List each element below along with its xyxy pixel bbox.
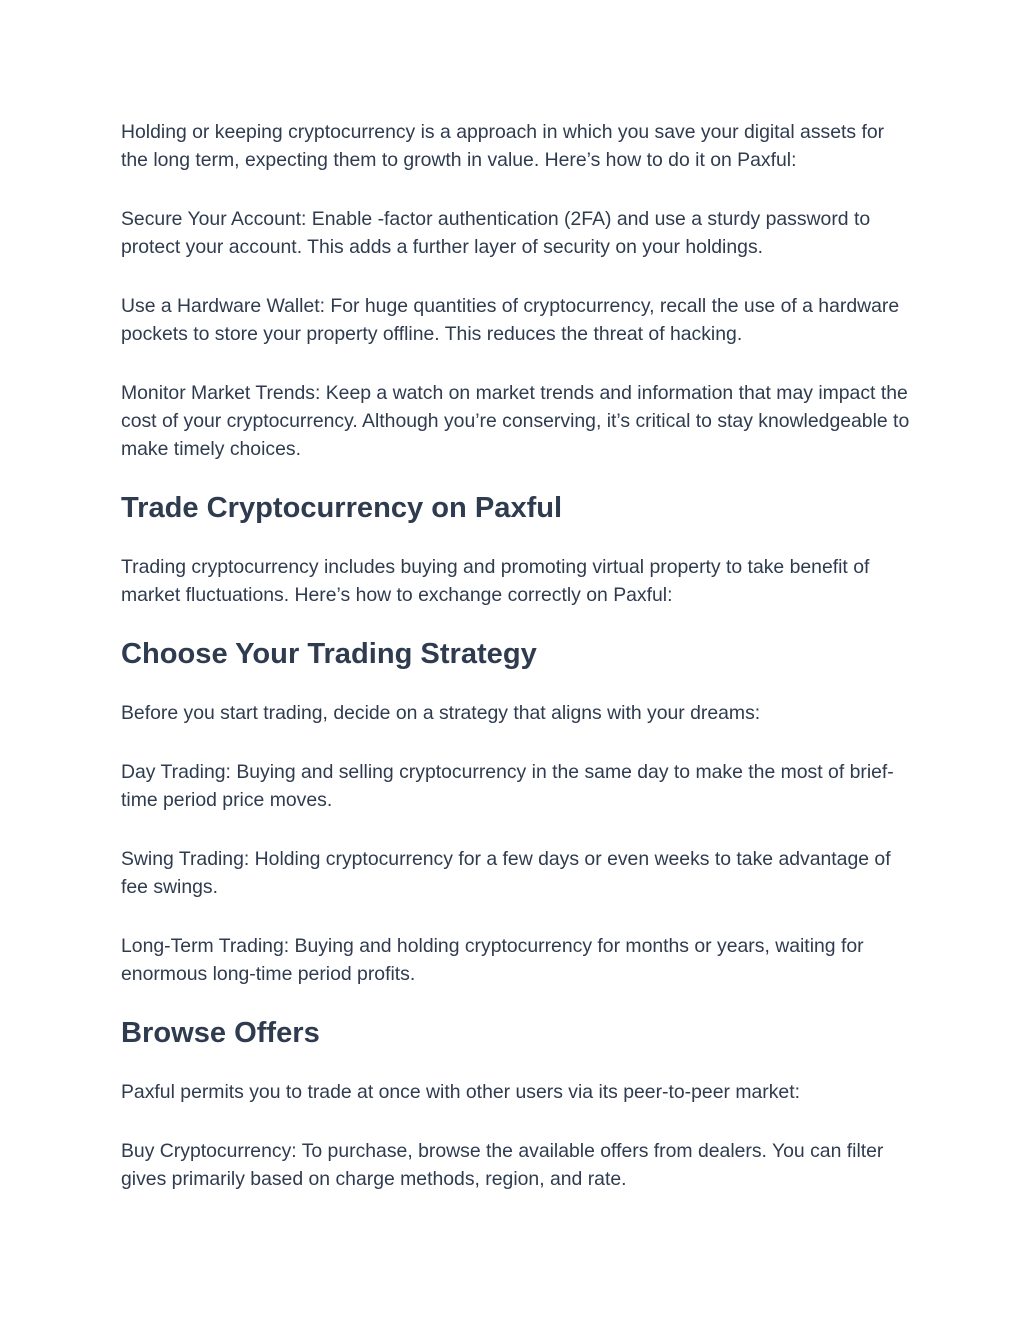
heading-trading-strategy: Choose Your Trading Strategy <box>121 638 537 670</box>
paragraph-monitor-trends: Monitor Market Trends: Keep a watch on market trends and information that may impact the cost of your cryptocurrency. Although you’re conserving, it’s critical to stay knowledgeable to make timely choices. <box>121 382 910 460</box>
paragraph-long-term-trading: Long-Term Trading: Buying and holding cryptocurrency for months or years, waiting for enormous long-time period profits. <box>121 935 864 985</box>
paragraph-day-trading: Day Trading: Buying and selling cryptocurrency in the same day to make the most of brief-time period price moves. <box>121 761 894 811</box>
paragraph-buy-cryptocurrency: Buy Cryptocurrency: To purchase, browse the available offers from dealers. You can filter gives primarily based on charge methods, region, and rate. <box>121 1140 884 1190</box>
paragraph-hardware-wallet: Use a Hardware Wallet: For huge quantities of cryptocurrency, recall the use of a hardware pockets to store your property offline. This reduces the threat of hacking. <box>121 295 900 345</box>
paragraph-holding-intro: Holding or keeping cryptocurrency is a approach in which you save your digital assets for the long term, expecting them to growth in value. Here’s how to do it on Paxful: <box>121 121 885 171</box>
document-page <box>121 118 911 1224</box>
paragraph-trading-intro: Trading cryptocurrency includes buying and promoting virtual property to take benefit of market fluctuations. Here’s how to exchange correctly on Paxful: <box>121 556 870 606</box>
heading-browse-offers: Browse Offers <box>121 1017 320 1049</box>
paragraph-peer-market: Paxful permits you to trade at once with other users via its peer-to-peer market: <box>121 1081 800 1103</box>
paragraph-swing-trading: Swing Trading: Holding cryptocurrency for a few days or even weeks to take advantage of fee swings. <box>121 848 891 898</box>
heading-trade-cryptocurrency: Trade Cryptocurrency on Paxful <box>121 492 563 524</box>
paragraph-strategy-intro: Before you start trading, decide on a strategy that aligns with your dreams: <box>121 702 761 724</box>
paragraph-secure-account: Secure Your Account: Enable -factor authentication (2FA) and use a sturdy password to protect your account. This adds a further layer of security on your holdings. <box>121 208 871 258</box>
